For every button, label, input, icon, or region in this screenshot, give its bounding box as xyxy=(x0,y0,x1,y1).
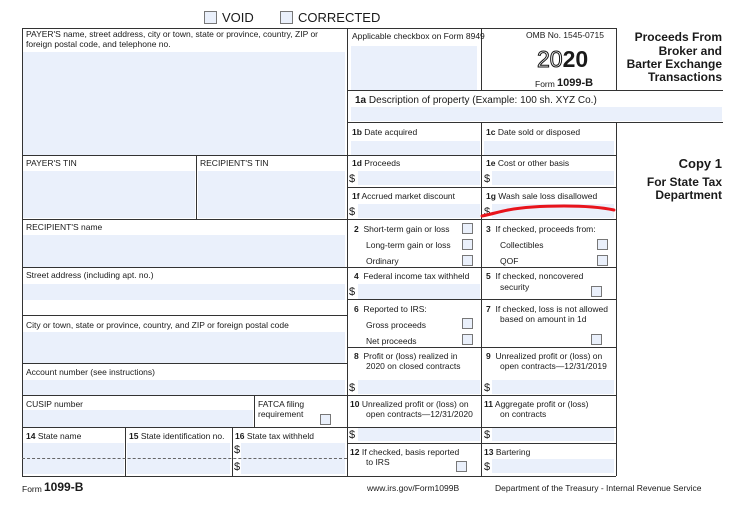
form-title-line-1: Proceeds From xyxy=(634,30,722,44)
box-1f-num: 1f xyxy=(352,191,360,201)
box-1b-label xyxy=(352,127,417,137)
box-6-gross-checkbox[interactable] xyxy=(462,318,473,329)
box-15-label xyxy=(129,431,224,441)
box-6-gross-label: Gross proceeds xyxy=(366,320,426,330)
fatca-label-1: FATCA filing xyxy=(258,399,305,409)
box-9-dollar: $ xyxy=(484,382,491,394)
box-5-text-1: If checked, noncovered xyxy=(495,271,584,281)
box-1a-label xyxy=(355,95,597,106)
box-1f-dollar: $ xyxy=(349,206,356,218)
payer-tin-label: PAYER'S TIN xyxy=(26,158,77,168)
box-1b-text: Date acquired xyxy=(364,127,418,137)
box-1d-dollar: $ xyxy=(349,173,356,185)
box-3-num: 3 xyxy=(486,224,491,234)
box-11-text-2: on contracts xyxy=(500,409,547,419)
street-address-label: Street address (including apt. no.) xyxy=(26,270,154,280)
payer-tin-field[interactable] xyxy=(22,171,195,218)
box-1a-text: Description of property (Example: 100 sh. XYZ Co.) xyxy=(368,95,597,106)
box-10-num: 10 xyxy=(350,399,360,409)
box-1f-label xyxy=(352,191,455,201)
box-9-num: 9 xyxy=(486,351,491,361)
box-1b-num: 1b xyxy=(352,127,362,137)
box-3-qof-checkbox[interactable] xyxy=(597,255,608,266)
box-2-short-label xyxy=(354,224,449,234)
box-11-label xyxy=(484,399,588,409)
box-7-label xyxy=(486,304,608,314)
box-14-text: State name xyxy=(37,431,82,441)
box-12-num: 12 xyxy=(350,447,360,457)
recipient-name-label: RECIPIENT'S name xyxy=(26,222,103,232)
box-4-num: 4 xyxy=(354,271,359,281)
box-15-text: State identification no. xyxy=(140,431,225,441)
footer-form-label: Form xyxy=(22,484,42,494)
box-2-ordinary-checkbox[interactable] xyxy=(462,255,473,266)
tax-year xyxy=(537,47,588,72)
box-1e-field[interactable] xyxy=(492,171,614,185)
box-5-label xyxy=(486,271,583,281)
box-8-num: 8 xyxy=(354,351,359,361)
box-16-num: 16 xyxy=(235,431,245,441)
form-title-line-4: Transactions xyxy=(647,70,722,84)
box-1c-field[interactable] xyxy=(484,141,614,155)
box-10-text-2: open contracts—12/31/2020 xyxy=(366,409,473,419)
box-2-short-text: Short-term gain or loss xyxy=(363,224,450,234)
recipient-name-field[interactable] xyxy=(22,235,345,267)
box-10-dollar: $ xyxy=(349,429,356,441)
copy-line-1: For State Tax xyxy=(646,175,722,189)
box-4-field[interactable] xyxy=(358,284,480,299)
payer-info-field[interactable] xyxy=(22,52,345,155)
omb-form-name: 1099-B xyxy=(557,77,594,89)
void-label: VOID xyxy=(222,10,254,25)
box-11-dollar: $ xyxy=(484,429,491,441)
box-16-label xyxy=(235,431,314,441)
box-1d-label xyxy=(352,158,400,168)
footer-url[interactable]: www.irs.gov/Form1099B xyxy=(367,483,460,493)
city-label: City or town, state or province, country, and ZIP or foreign postal code xyxy=(26,320,289,330)
box-15-num: 15 xyxy=(129,431,139,441)
box-8-dollar: $ xyxy=(349,382,356,394)
box-7-num: 7 xyxy=(486,304,491,314)
box-3-label xyxy=(486,224,596,234)
box-1g-text: Wash sale loss disallowed xyxy=(498,191,598,201)
box-6-label xyxy=(354,304,427,314)
box-9-text-2: open contracts—12/31/2019 xyxy=(500,361,607,371)
corrected-label: CORRECTED xyxy=(298,10,381,25)
box-7-loss-not-allowed-checkbox[interactable] xyxy=(591,334,602,345)
box-6-num: 6 xyxy=(354,304,359,314)
box-1f-field[interactable] xyxy=(358,204,480,218)
box-1d-field[interactable] xyxy=(358,171,480,185)
box-16-text: State tax withheld xyxy=(246,431,314,441)
box-13-num: 13 xyxy=(484,447,494,457)
box-1g-dollar: $ xyxy=(484,206,491,218)
box-7-text-2: based on amount in 1d xyxy=(500,314,587,324)
account-number-label: Account number (see instructions) xyxy=(26,367,155,377)
box-13-label xyxy=(484,447,530,457)
box-1d-text: Proceeds xyxy=(364,158,401,168)
recipient-tin-label: RECIPIENT'S TIN xyxy=(200,158,269,168)
box-10-text-1: Unrealized profit or (loss) on xyxy=(361,399,469,409)
fatca-checkbox[interactable] xyxy=(320,414,331,425)
box-3-collectibles-label: Collectibles xyxy=(500,240,544,250)
box-1e-label xyxy=(486,158,569,168)
box-12-text-1: If checked, basis reported xyxy=(361,447,460,457)
copy-line-2: Department xyxy=(655,188,722,202)
box-9-field[interactable] xyxy=(492,380,614,394)
fatca-label-2: requirement xyxy=(258,409,304,419)
box-5-num: 5 xyxy=(486,271,491,281)
box-1f-text: Accrued market discount xyxy=(361,191,456,201)
box-14-num: 14 xyxy=(26,431,36,441)
checkbox-8949-label: Applicable checkbox on Form 8949 xyxy=(352,31,485,41)
void-checkbox[interactable] xyxy=(204,11,217,24)
box-2-num: 2 xyxy=(354,224,359,234)
box-1e-num: 1e xyxy=(486,158,496,168)
box-1e-text: Cost or other basis xyxy=(497,158,570,168)
box-1a-field[interactable] xyxy=(351,107,722,121)
checkbox-8949-field[interactable] xyxy=(351,46,477,90)
box-6-net-checkbox[interactable] xyxy=(462,334,473,345)
box-11-text-1: Aggregate profit or (loss) xyxy=(494,399,589,409)
box-13-text: Bartering xyxy=(495,447,531,457)
footer-department: Department of the Treasury - Internal Revenue Service xyxy=(495,483,702,493)
box-8-field[interactable] xyxy=(358,380,480,394)
box-16-dollar-2: $ xyxy=(234,461,241,473)
box-1c-num: 1c xyxy=(486,127,496,137)
box-12-text-2: to IRS xyxy=(366,457,390,467)
box-11-field[interactable] xyxy=(492,428,614,441)
box-1c-text: Date sold or disposed xyxy=(497,127,581,137)
box-2-long-term-checkbox[interactable] xyxy=(462,239,473,250)
box-2-long-label: Long-term gain or loss xyxy=(366,240,451,250)
box-6-net-label: Net proceeds xyxy=(366,336,417,346)
box-8-text-1: Profit or (loss) realized in xyxy=(363,351,458,361)
box-10-label xyxy=(350,399,469,409)
box-12-label xyxy=(350,447,459,457)
box-11-num: 11 xyxy=(484,399,493,409)
box-13-field[interactable] xyxy=(492,459,614,473)
box-2-ordinary-label: Ordinary xyxy=(366,256,399,266)
box-1g-num: 1g xyxy=(486,191,496,201)
box-1d-num: 1d xyxy=(352,158,362,168)
omb-form-label: Form xyxy=(535,79,555,89)
tax-year-prefix: 20 xyxy=(537,46,563,72)
footer-form-name: 1099-B xyxy=(44,480,84,494)
city-field[interactable] xyxy=(22,332,345,364)
box-9-text-1: Unrealized profit or (loss) on xyxy=(495,351,603,361)
box-4-dollar: $ xyxy=(349,286,356,298)
cusip-label: CUSIP number xyxy=(26,399,84,409)
box-1a-num: 1a xyxy=(355,95,367,106)
box-1b-field[interactable] xyxy=(351,141,480,155)
payer-info-label: PAYER'S name, street address, city or town, state or province, country, ZIP or foreign postal code, and telephone no. xyxy=(26,29,319,49)
copy-title: Copy 1 xyxy=(678,156,722,171)
box-8-text-2: 2020 on closed contracts xyxy=(366,361,461,371)
box-4-text: Federal income tax withheld xyxy=(363,271,470,281)
box-7-text-1: If checked, loss is not allowed xyxy=(495,304,608,314)
box-5-text-2: security xyxy=(500,282,530,292)
omb-number: OMB No. 1545-0715 xyxy=(526,30,604,40)
street-address-field[interactable] xyxy=(22,284,345,300)
cusip-field[interactable] xyxy=(22,410,253,427)
red-underline-annotation xyxy=(478,200,618,222)
box-14-label xyxy=(26,431,81,441)
box-6-text: Reported to IRS: xyxy=(363,304,427,314)
box-3-collectibles-checkbox[interactable] xyxy=(597,239,608,250)
box-10-field[interactable] xyxy=(358,428,480,441)
box-2-short-term-checkbox[interactable] xyxy=(462,223,473,234)
tax-year-suffix: 20 xyxy=(562,46,589,72)
box-8-label xyxy=(354,351,457,361)
recipient-tin-field[interactable] xyxy=(198,171,345,218)
box-12-basis-reported-checkbox[interactable] xyxy=(456,461,467,472)
box-3-qof-label: QOF xyxy=(500,256,519,266)
box-1c-label xyxy=(486,127,580,137)
account-number-field[interactable] xyxy=(22,380,345,396)
box-1e-dollar: $ xyxy=(484,173,491,185)
box-4-label xyxy=(354,271,469,281)
form-title-line-3: Barter Exchange xyxy=(626,57,722,71)
box-13-dollar: $ xyxy=(484,461,491,473)
box-16-dollar-1: $ xyxy=(234,444,241,456)
box-3-text: If checked, proceeds from: xyxy=(495,224,596,234)
corrected-checkbox[interactable] xyxy=(280,11,293,24)
box-9-label xyxy=(486,351,602,361)
form-title-line-2: Broker and xyxy=(658,44,722,58)
box-5-noncovered-checkbox[interactable] xyxy=(591,286,602,297)
